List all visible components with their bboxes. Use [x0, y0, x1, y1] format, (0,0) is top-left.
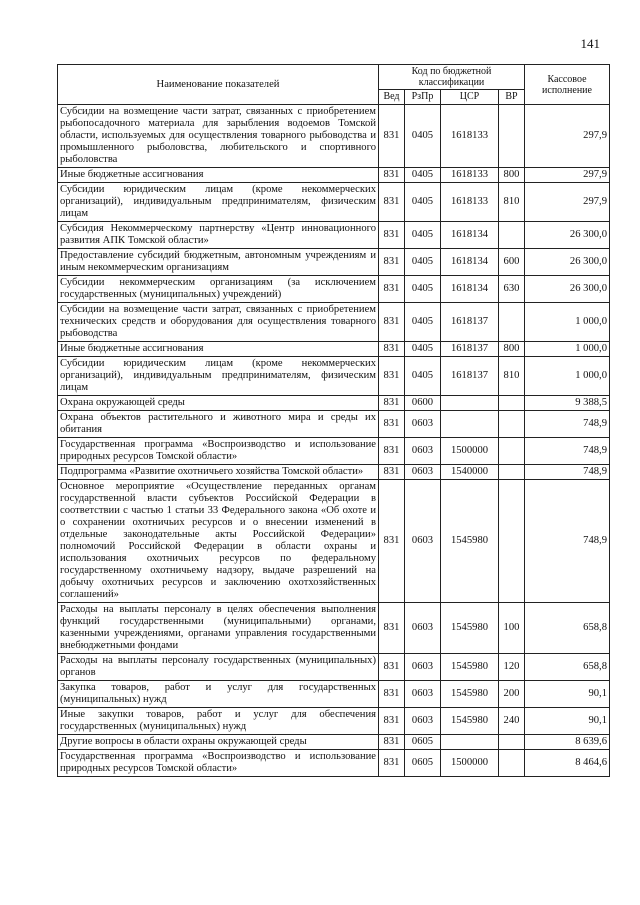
row-rzpr: 0405 — [405, 249, 441, 276]
row-ved: 831 — [379, 438, 405, 465]
row-name: Расходы на выплаты персоналу в целях обеспечения выполнения функций государственными (муниципальными) органами, казенными учреждениями, органами управления государственными внебюджетными фондами — [58, 603, 379, 654]
table-row — [58, 183, 610, 222]
row-amount: 26 300,0 — [525, 222, 610, 249]
row-rzpr: 0605 — [405, 735, 441, 750]
row-csr: 1545980 — [441, 708, 499, 735]
row-csr: 1618137 — [441, 357, 499, 396]
row-amount: 297,9 — [525, 183, 610, 222]
row-rzpr: 0603 — [405, 708, 441, 735]
row-amount: 748,9 — [525, 438, 610, 465]
row-ved: 831 — [379, 735, 405, 750]
row-amount: 1 000,0 — [525, 303, 610, 342]
row-csr — [441, 396, 499, 411]
row-vr — [499, 222, 525, 249]
row-ved: 831 — [379, 396, 405, 411]
row-rzpr: 0603 — [405, 438, 441, 465]
row-csr: 1618137 — [441, 342, 499, 357]
row-amount: 658,8 — [525, 603, 610, 654]
row-rzpr: 0405 — [405, 222, 441, 249]
table-row — [58, 411, 610, 438]
row-amount: 658,8 — [525, 654, 610, 681]
row-ved: 831 — [379, 168, 405, 183]
table-row — [58, 168, 610, 183]
header-vr: ВР — [499, 90, 525, 105]
row-ved: 831 — [379, 681, 405, 708]
table-row — [58, 357, 610, 396]
row-rzpr: 0405 — [405, 303, 441, 342]
row-csr: 1545980 — [441, 480, 499, 603]
row-amount: 1 000,0 — [525, 342, 610, 357]
header-rzpr: РзПр — [405, 90, 441, 105]
row-name: Иные бюджетные ассигнования — [58, 342, 379, 357]
table-row — [58, 750, 610, 777]
row-vr — [499, 750, 525, 777]
row-vr: 120 — [499, 654, 525, 681]
row-ved: 831 — [379, 276, 405, 303]
row-vr: 810 — [499, 357, 525, 396]
row-rzpr: 0405 — [405, 342, 441, 357]
row-vr — [499, 411, 525, 438]
row-amount: 8 464,6 — [525, 750, 610, 777]
table-row — [58, 105, 610, 168]
table-row — [58, 396, 610, 411]
row-vr — [499, 303, 525, 342]
row-amount: 297,9 — [525, 105, 610, 168]
row-amount: 8 639,6 — [525, 735, 610, 750]
row-rzpr: 0603 — [405, 480, 441, 603]
row-csr: 1545980 — [441, 681, 499, 708]
row-name: Субсидия Некоммерческому партнерству «Центр инновационного развития АПК Томской области» — [58, 222, 379, 249]
row-csr: 1545980 — [441, 603, 499, 654]
row-ved: 831 — [379, 480, 405, 603]
row-name: Расходы на выплаты персоналу государственных (муниципальных) органов — [58, 654, 379, 681]
row-name: Другие вопросы в области охраны окружающей среды — [58, 735, 379, 750]
row-name: Государственная программа «Воспроизводство и использование природных ресурсов Томской области» — [58, 438, 379, 465]
row-csr: 1618134 — [441, 249, 499, 276]
header-csr: ЦСР — [441, 90, 499, 105]
table-row — [58, 276, 610, 303]
row-rzpr: 0603 — [405, 465, 441, 480]
row-ved: 831 — [379, 411, 405, 438]
table-row — [58, 342, 610, 357]
row-name: Иные бюджетные ассигнования — [58, 168, 379, 183]
row-name: Охрана окружающей среды — [58, 396, 379, 411]
table-row — [58, 681, 610, 708]
row-csr: 1618133 — [441, 168, 499, 183]
row-vr — [499, 438, 525, 465]
row-vr: 200 — [499, 681, 525, 708]
row-name: Субсидии на возмещение части затрат, связанных с приобретением рыбопосадочного материала для зарыбления водоемов Томской области, используемых для осуществления товарного рыбоводства и промышленного рыболовства, любительского и спортивного рыболовства — [58, 105, 379, 168]
row-name: Закупка товаров, работ и услуг для государственных (муниципальных) нужд — [58, 681, 379, 708]
header-budget-code-group: Код по бюджетной классификации — [379, 65, 525, 90]
row-name: Субсидии некоммерческим организациям (за исключением государственных (муниципальных) учреждений) — [58, 276, 379, 303]
row-vr: 800 — [499, 342, 525, 357]
row-vr — [499, 480, 525, 603]
row-ved: 831 — [379, 342, 405, 357]
row-amount: 297,9 — [525, 168, 610, 183]
row-ved: 831 — [379, 357, 405, 396]
row-vr: 100 — [499, 603, 525, 654]
row-ved: 831 — [379, 654, 405, 681]
header-name: Наименование показателей — [58, 65, 379, 105]
row-vr — [499, 105, 525, 168]
table-row — [58, 438, 610, 465]
table-row — [58, 735, 610, 750]
row-rzpr: 0605 — [405, 750, 441, 777]
row-name: Субсидии на возмещение части затрат, связанных с приобретением технических средств и оборудования для осуществления товарного рыбоводства — [58, 303, 379, 342]
row-amount: 26 300,0 — [525, 276, 610, 303]
row-name: Подпрограмма «Развитие охотничьего хозяйства Томской области» — [58, 465, 379, 480]
table-row — [58, 303, 610, 342]
row-name: Государственная программа «Воспроизводство и использование природных ресурсов Томской области» — [58, 750, 379, 777]
row-ved: 831 — [379, 750, 405, 777]
row-csr: 1540000 — [441, 465, 499, 480]
row-ved: 831 — [379, 105, 405, 168]
row-csr: 1618137 — [441, 303, 499, 342]
table-row — [58, 480, 610, 603]
row-ved: 831 — [379, 249, 405, 276]
row-ved: 831 — [379, 222, 405, 249]
table-row — [58, 249, 610, 276]
row-amount: 90,1 — [525, 681, 610, 708]
row-ved: 831 — [379, 603, 405, 654]
row-rzpr: 0603 — [405, 603, 441, 654]
budget-table — [57, 64, 610, 777]
row-vr: 600 — [499, 249, 525, 276]
row-rzpr: 0603 — [405, 654, 441, 681]
header-cash-execution: Кассовое исполнение — [525, 65, 610, 105]
row-vr: 810 — [499, 183, 525, 222]
row-rzpr: 0603 — [405, 681, 441, 708]
row-csr — [441, 735, 499, 750]
row-amount: 1 000,0 — [525, 357, 610, 396]
row-name: Охрана объектов растительного и животного мира и среды их обитания — [58, 411, 379, 438]
row-csr: 1618134 — [441, 276, 499, 303]
row-amount: 748,9 — [525, 411, 610, 438]
row-vr — [499, 465, 525, 480]
row-amount: 748,9 — [525, 465, 610, 480]
row-vr — [499, 735, 525, 750]
row-csr: 1618133 — [441, 183, 499, 222]
row-csr: 1500000 — [441, 750, 499, 777]
row-csr: 1618134 — [441, 222, 499, 249]
row-vr: 240 — [499, 708, 525, 735]
row-rzpr: 0405 — [405, 105, 441, 168]
page-number: 141 — [580, 36, 600, 51]
table-row — [58, 654, 610, 681]
row-ved: 831 — [379, 465, 405, 480]
table-body — [58, 105, 610, 777]
table-row — [58, 465, 610, 480]
row-csr: 1618133 — [441, 105, 499, 168]
row-rzpr: 0405 — [405, 183, 441, 222]
row-rzpr: 0405 — [405, 357, 441, 396]
row-vr — [499, 396, 525, 411]
row-csr — [441, 411, 499, 438]
row-vr: 800 — [499, 168, 525, 183]
table-row — [58, 603, 610, 654]
row-amount: 90,1 — [525, 708, 610, 735]
row-ved: 831 — [379, 708, 405, 735]
row-ved: 831 — [379, 303, 405, 342]
row-name: Иные закупки товаров, работ и услуг для обеспечения государственных (муниципальных) нужд — [58, 708, 379, 735]
table-row — [58, 708, 610, 735]
row-amount: 26 300,0 — [525, 249, 610, 276]
table-row — [58, 222, 610, 249]
row-name: Субсидии юридическим лицам (кроме некоммерческих организаций), индивидуальным предпринимателям, физическим лицам — [58, 357, 379, 396]
row-ved: 831 — [379, 183, 405, 222]
row-rzpr: 0600 — [405, 396, 441, 411]
row-name: Предоставление субсидий бюджетным, автономным учреждениям и иным некоммерческим организациям — [58, 249, 379, 276]
row-csr: 1500000 — [441, 438, 499, 465]
row-rzpr: 0405 — [405, 276, 441, 303]
row-csr: 1545980 — [441, 654, 499, 681]
row-name: Субсидии юридическим лицам (кроме некоммерческих организаций), индивидуальным предпринимателям, физическим лицам — [58, 183, 379, 222]
row-name: Основное мероприятие «Осуществление переданных органам государственной власти субъектов Российской Федерации в соответствии с частью 1 статьи 33 Федерального закона «Об охоте и о сохранении охотничьих ресурсов и о внесении изменений в отдельные законодательные акты Российской Федерации» полномочий Российской Федерации в области охраны и использования охотничьих ресурсов по федеральному государственному охотничьему надзору, выдаче разрешений на добычу охотничьих ресурсов и заключению охотхозяйственных соглашений» — [58, 480, 379, 603]
row-amount: 748,9 — [525, 480, 610, 603]
row-rzpr: 0405 — [405, 168, 441, 183]
row-amount: 9 388,5 — [525, 396, 610, 411]
row-vr: 630 — [499, 276, 525, 303]
row-rzpr: 0603 — [405, 411, 441, 438]
header-ved: Вед — [379, 90, 405, 105]
